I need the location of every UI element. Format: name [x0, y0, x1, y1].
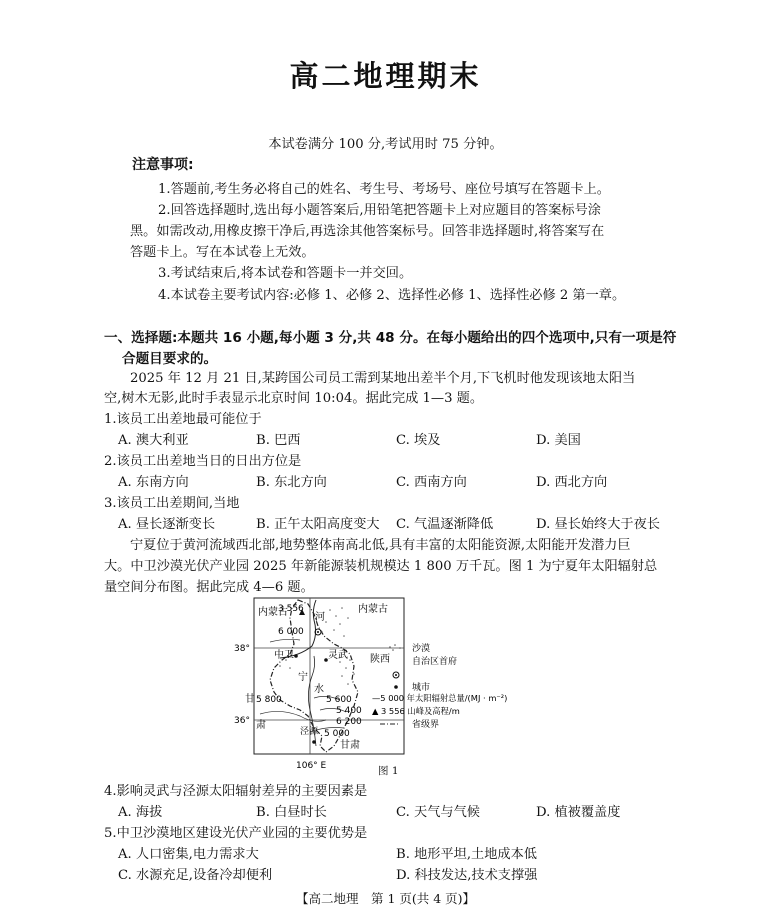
notice-heading: 注意事项: — [132, 157, 194, 173]
label-neimenggu-right: 内蒙古 — [358, 604, 388, 615]
option-c: C. 西南方向 — [396, 475, 467, 490]
label-6000: 6 000 — [278, 627, 304, 637]
option-d: D. 昼长始终大于夜长 — [536, 517, 660, 532]
label-5000: 5 000 — [324, 729, 350, 739]
capital-dot — [317, 631, 319, 633]
legend-boundary: 省级界 — [412, 720, 440, 730]
label-jingyuan: 泾源 — [300, 727, 319, 737]
label-lat-36: 36° — [234, 716, 250, 726]
label-shaanxi: 陕西 — [370, 654, 390, 665]
legend-capital: 自治区首府 — [412, 657, 458, 667]
option-c: C. 天气与气候 — [396, 805, 480, 820]
label-lingwu: 灵武 — [328, 650, 348, 661]
option-b: B. 地形平坦,土地成本低 — [396, 847, 537, 862]
option-b: B. 白昼时长 — [256, 805, 327, 820]
option-d: D. 植被覆盖度 — [536, 805, 621, 820]
label-shui: 水 — [314, 684, 324, 695]
passage-line: 量空间分布图。据此完成 4—6 题。 — [104, 580, 314, 595]
label-zhongwei: 中卫 — [274, 650, 294, 661]
label-he: 河 — [315, 612, 325, 623]
city-zhongwei — [294, 654, 298, 658]
ningxia-solar-map — [230, 596, 520, 778]
notice-item: 1.答题前,考生务必将自己的姓名、考生号、考场号、座位号填写在答题卡上。 — [158, 182, 610, 197]
label-su: 肃 — [256, 720, 266, 731]
label-lon-106: 106° E — [296, 761, 327, 771]
legend-city: 城市 — [412, 683, 431, 693]
label-neimenggu-left: 内蒙古 — [258, 607, 288, 618]
option-d: D. 西北方向 — [536, 475, 608, 490]
figure-caption: 图 1 — [378, 765, 399, 777]
question-stem: 5.中卫沙漠地区建设光伏产业园的主要优势是 — [104, 826, 368, 841]
question-stem: 2.该员工出差地当日的日出方位是 — [104, 454, 302, 469]
option-d: D. 科技发达,技术支撑强 — [396, 868, 538, 883]
label-peak: 3 556 — [278, 604, 304, 614]
label-5600: 5 600 — [326, 695, 352, 705]
legend-desert: 沙漠 — [412, 644, 431, 654]
page-footer: 【高二地理 第 1 页(共 4 页)】 — [295, 891, 476, 906]
passage-line: 2025 年 12 月 21 日,某跨国公司员工需到某地出差半个月,下飞机时他发现该地太阳当 — [130, 371, 636, 386]
section-heading-cont: 合题目要求的。 — [122, 351, 218, 367]
notice-item: 3.考试结束后,将本试卷和答题卡一并交回。 — [158, 266, 413, 281]
option-a: A. 海拔 — [118, 805, 163, 820]
passage-line: 大。中卫沙漠光伏产业园 2025 年新能源装机规模达 1 800 万千瓦。图 1 为宁夏年太阳辐射总 — [104, 559, 658, 574]
question-stem: 1.该员工出差地最可能位于 — [104, 412, 262, 427]
notice-item: 黑。如需改动,用橡皮擦干净后,再选涂其他答案标号。回答非选择题时,将答案写在 — [130, 224, 605, 239]
question-stem: 4.影响灵武与泾源太阳辐射差异的主要因素是 — [104, 784, 368, 799]
legend-city-icon — [394, 685, 398, 689]
contour-6000 — [270, 639, 300, 642]
legend-peak: ▲ 3 556 山峰及高程/m — [372, 706, 460, 716]
city-jingyuan — [312, 740, 316, 744]
page-title: 高二地理期末 — [289, 59, 482, 93]
label-5400: 5 400 — [336, 706, 362, 716]
option-a: A. 昼长逐渐变长 — [118, 517, 216, 532]
label-gansu: 甘肃 — [340, 740, 360, 751]
label-5800: 5 800 — [256, 695, 282, 705]
label-6200: 6 200 — [336, 717, 362, 727]
legend-radiation: —5 000 年太阳辐射总量/(MJ · m⁻²) — [372, 693, 508, 703]
notice-item: 2.回答选择题时,选出每小题答案后,用铅笔把答题卡上对应题目的答案标号涂 — [158, 203, 601, 218]
section-heading: 一、选择题:本题共 16 小题,每小题 3 分,共 48 分。在每小题给出的四个选项中,只有一项是符 — [104, 330, 677, 346]
option-a: A. 人口密集,电力需求大 — [118, 847, 259, 862]
option-b: B. 正午太阳高度变大 — [256, 517, 380, 532]
notice-item: 答题卡上。写在本试卷上无效。 — [130, 245, 315, 260]
option-c: C. 气温逐渐降低 — [396, 517, 494, 532]
option-b: B. 巴西 — [256, 433, 301, 448]
label-lat-38: 38° — [234, 644, 250, 654]
passage-line: 空,树木无影,此时手表显示北京时间 10:04。据此完成 1—3 题。 — [104, 391, 484, 406]
exam-info: 本试卷满分 100 分,考试用时 75 分钟。 — [268, 137, 503, 152]
label-ning: 宁 — [298, 672, 308, 683]
question-stem: 3.该员工出差期间,当地 — [104, 496, 240, 511]
label-gan: 甘 — [245, 694, 255, 705]
option-a: A. 澳大利亚 — [118, 433, 189, 448]
map-legend — [372, 642, 507, 730]
option-a: A. 东南方向 — [118, 475, 189, 490]
notice-item: 4.本试卷主要考试内容:必修 1、必修 2、选择性必修 1、选择性必修 2 第一章。 — [158, 288, 626, 303]
option-c: C. 埃及 — [396, 433, 441, 448]
option-b: B. 东北方向 — [256, 475, 327, 490]
option-c: C. 水源充足,设备冷却便利 — [118, 868, 273, 883]
option-d: D. 美国 — [536, 433, 581, 448]
passage-line: 宁夏位于黄河流域西北部,地势整体南高北低,具有丰富的太阳能资源,太阳能开发潜力巨 — [130, 538, 631, 553]
legend-capital-dot — [395, 674, 397, 676]
